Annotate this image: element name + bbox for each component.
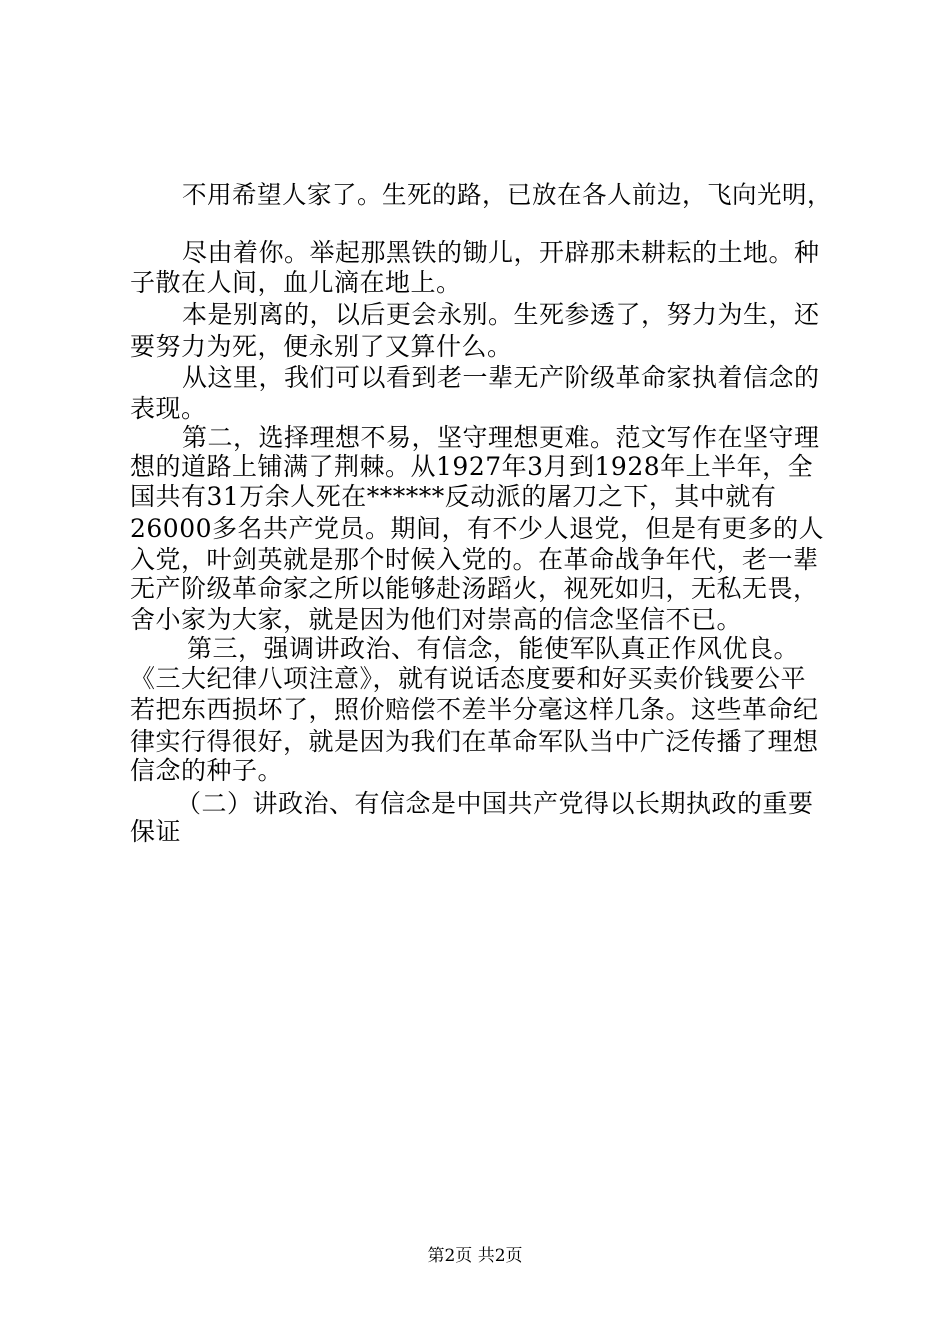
text-line: 本是别离的，以后更会永别。生死参透了，努力为生，还 <box>182 300 820 329</box>
text-line: 国共有31万余人死在******反动派的屠刀之下，其中就有 <box>130 482 777 511</box>
text-line: 入党，叶剑英就是那个时候入党的。在革命战争年代，老一辈 <box>130 545 819 574</box>
text-line: 第三，强调讲政治、有信念，能使军队真正作风优良。 <box>187 634 800 663</box>
text-line: 保证 <box>130 817 182 846</box>
text-line: 从这里，我们可以看到老一辈无产阶级革命家执着信念的 <box>182 363 820 392</box>
text-line: 要努力为死，便永别了又算什么。 <box>130 332 513 361</box>
text-line: 子散在人间，血儿滴在地上。 <box>130 268 462 297</box>
text-line: 第二，选择理想不易，坚守理想更难。范文写作在坚守理 <box>182 423 820 452</box>
text-line: 表现。 <box>130 394 207 423</box>
text-line: （二）讲政治、有信念是中国共产党得以长期执政的重要 <box>176 789 814 818</box>
text-line: 舍小家为大家，就是因为他们对崇高的信念坚信不已。 <box>130 605 743 634</box>
text-line: 26000多名共产党员。期间，有不少人退党，但是有更多的人 <box>130 514 825 543</box>
text-line: 信念的种子。 <box>130 756 284 785</box>
text-line: 无产阶级革命家之所以能够赴汤蹈火，视死如归，无私无畏， <box>130 574 819 603</box>
page-footer: 第2页 共2页 <box>427 1246 523 1266</box>
text-line: 律实行得很好，就是因为我们在革命军队当中广泛传播了理想 <box>130 727 819 756</box>
text-line: 《三大纪律八项注意》，就有说话态度要和好买卖价钱要公平 <box>130 664 807 693</box>
text-line: 若把东西损坏了，照价赔偿不差半分毫这样几条。这些革命纪 <box>130 695 819 724</box>
text-line: 想的道路上铺满了荆棘。从1927年3月到1928年上半年，全 <box>130 452 814 481</box>
text-line: 尽由着你。举起那黑铁的锄儿，开辟那未耕耘的土地。种 <box>182 238 820 267</box>
text-line: 不用希望人家了。生死的路，已放在各人前边，飞向光明， <box>182 180 832 209</box>
